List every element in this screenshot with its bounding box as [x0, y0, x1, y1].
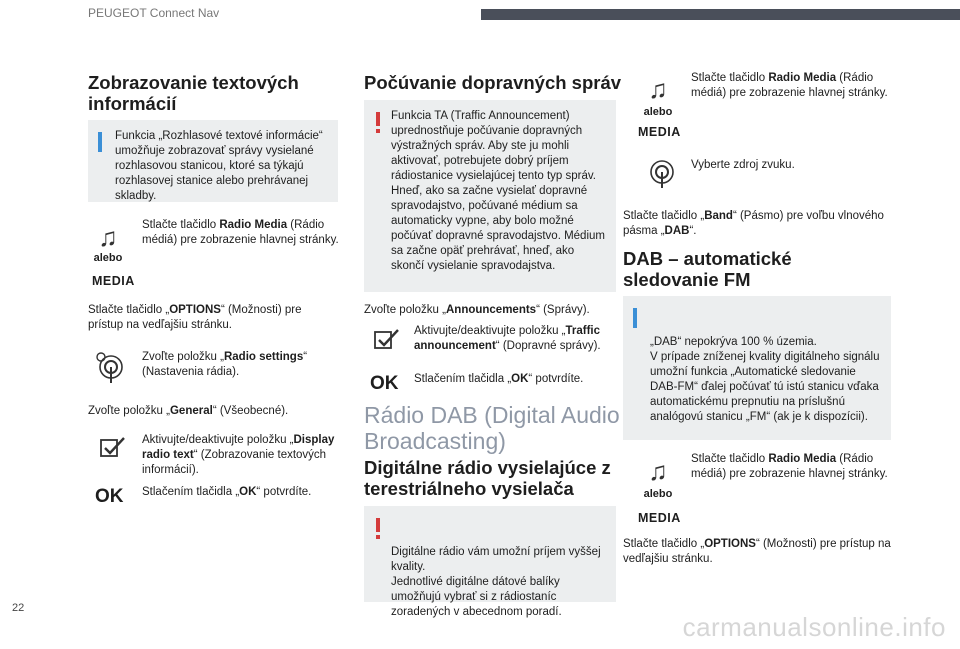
section-heading-text-info: Zobrazovanie textových informácií	[88, 72, 299, 114]
watermark: carmanualsonline.info	[682, 612, 946, 642]
ok-button-label: OK	[370, 373, 399, 394]
info-note-2-text: „DAB“ nepokrýva 100 % územia. V prípade zníženej kvality digitálneho signálu umožní funkcia „Automatické sledovanie DAB-FM“ ďalej počúvať tú istú stanicu vďaka automatickému prepnutiu na príslušnú analógovú stanicu „FM“ (ak je k dispozícii).	[650, 336, 880, 423]
step-traffic-announcement: Aktivujte/deaktivujte položku „Traffic announcement“ (Dopravné správy).	[414, 325, 601, 352]
step-radio-settings: Zvoľte položku „Radio settings“ (Nastavenia rádia).	[142, 351, 308, 378]
music-note-icon: ♫	[648, 74, 668, 104]
radio-settings-icon	[94, 350, 128, 384]
info-note-text: Funkcia „Rozhlasové textové informácie“ umožňuje zobrazovať správy vysielané rozhlasovou stanicou, ktoré sa týkajú rozhlasovej stanice alebo prehrávanej skladby.	[115, 130, 323, 202]
page-number: 22	[12, 602, 25, 614]
music-note-icon: ♫	[98, 222, 118, 252]
header-bar	[481, 9, 960, 20]
or-label: alebo	[643, 106, 673, 118]
section-heading-traffic: Počúvanie dopravných správ	[364, 72, 622, 93]
music-note-icon: ♫	[648, 456, 668, 486]
media-button-label: MEDIA	[638, 511, 681, 525]
checkbox-icon	[100, 436, 126, 460]
chapter-heading-dab: Rádio DAB (Digital Audio Broadcasting)	[364, 402, 620, 454]
radio-media-button-icon	[88, 224, 128, 264]
step-ok-confirm: Stlačením tlačidla „OK“ potvrdíte.	[142, 486, 312, 498]
header-title: PEUGEOT Connect Nav	[88, 6, 220, 20]
info-marker-icon	[98, 132, 102, 152]
warning-note-2-text: Digitálne rádio vám umožní príjem vyššej kvality. Jednotlivé digitálne dátové balíky umožňujú vybrať si z rádiostaníc zoradených v abecednom poradí.	[391, 546, 601, 618]
info-note	[88, 120, 338, 202]
section-heading-digital-radio: Digitálne rádio vysielajúce z terestriálneho vysielača	[364, 457, 611, 499]
radio-media-button-icon	[638, 76, 678, 118]
media-button-label: MEDIA	[92, 274, 135, 288]
audio-source-icon	[645, 155, 679, 189]
warning-note-text: Funkcia TA (Traffic Announcement) uprednostňuje počúvanie dopravných výstražných správ. Aby ste ju mohli aktivovať, potrebujete dobrý príjem rádiostanice vysielajúcej tento typ správ. Hneď, ako sa začne vysielať dopravné spravodajstvo, počúvané médium sa automaticky vypne, aby bolo možné počúvať dopravné spravodajstvo. Médium sa začne opäť prehrávať, hneď, ako skončí vysielanie spravodajstva.	[391, 110, 605, 272]
ok-button-label: OK	[95, 486, 124, 507]
warning-note-2	[364, 506, 616, 618]
warning-marker-icon	[374, 112, 382, 132]
step-band: Stlačte tlačidlo „Band“ (Pásmo) pre voľbu vlnového pásma „DAB“.	[623, 210, 884, 237]
info-marker-icon	[633, 308, 637, 328]
or-label: alebo	[93, 252, 123, 264]
warning-marker-icon	[374, 518, 382, 538]
warning-note	[364, 100, 616, 292]
step-ok-confirm-2: Stlačením tlačidla „OK“ potvrdíte.	[414, 373, 584, 385]
step-options-2: Stlačte tlačidlo „OPTIONS“ (Možnosti) pre prístup na vedľajšiu stránku.	[623, 538, 891, 565]
step-display-radio-text: Aktivujte/deaktivujte položku „Display radio text“ (Zobrazovanie textových informácií).	[142, 434, 335, 476]
step-general: Zvoľte položku „General“ (Všeobecné).	[88, 405, 289, 417]
step-options: Stlačte tlačidlo „OPTIONS“ (Možnosti) pre prístup na vedľajšiu stránku.	[88, 304, 302, 331]
checkbox-icon	[374, 328, 400, 352]
radio-media-button-icon	[638, 458, 678, 500]
step-radio-media-3: Stlačte tlačidlo Radio Media (Rádio médiá) pre zobrazenie hlavnej stránky.	[691, 453, 888, 480]
step-radio-media: Stlačte tlačidlo Radio Media (Rádio médiá) pre zobrazenie hlavnej stránky.	[142, 219, 339, 246]
step-select-source: Vyberte zdroj zvuku.	[691, 159, 795, 171]
or-label: alebo	[643, 488, 673, 500]
section-heading-dab-fm: DAB – automatické sledovanie FM	[623, 248, 792, 290]
media-button-label: MEDIA	[638, 125, 681, 139]
step-radio-media-2: Stlačte tlačidlo Radio Media (Rádio médiá) pre zobrazenie hlavnej stránky.	[691, 72, 888, 99]
info-note-2	[623, 296, 891, 440]
step-announcements: Zvoľte položku „Announcements“ (Správy).	[364, 304, 590, 316]
